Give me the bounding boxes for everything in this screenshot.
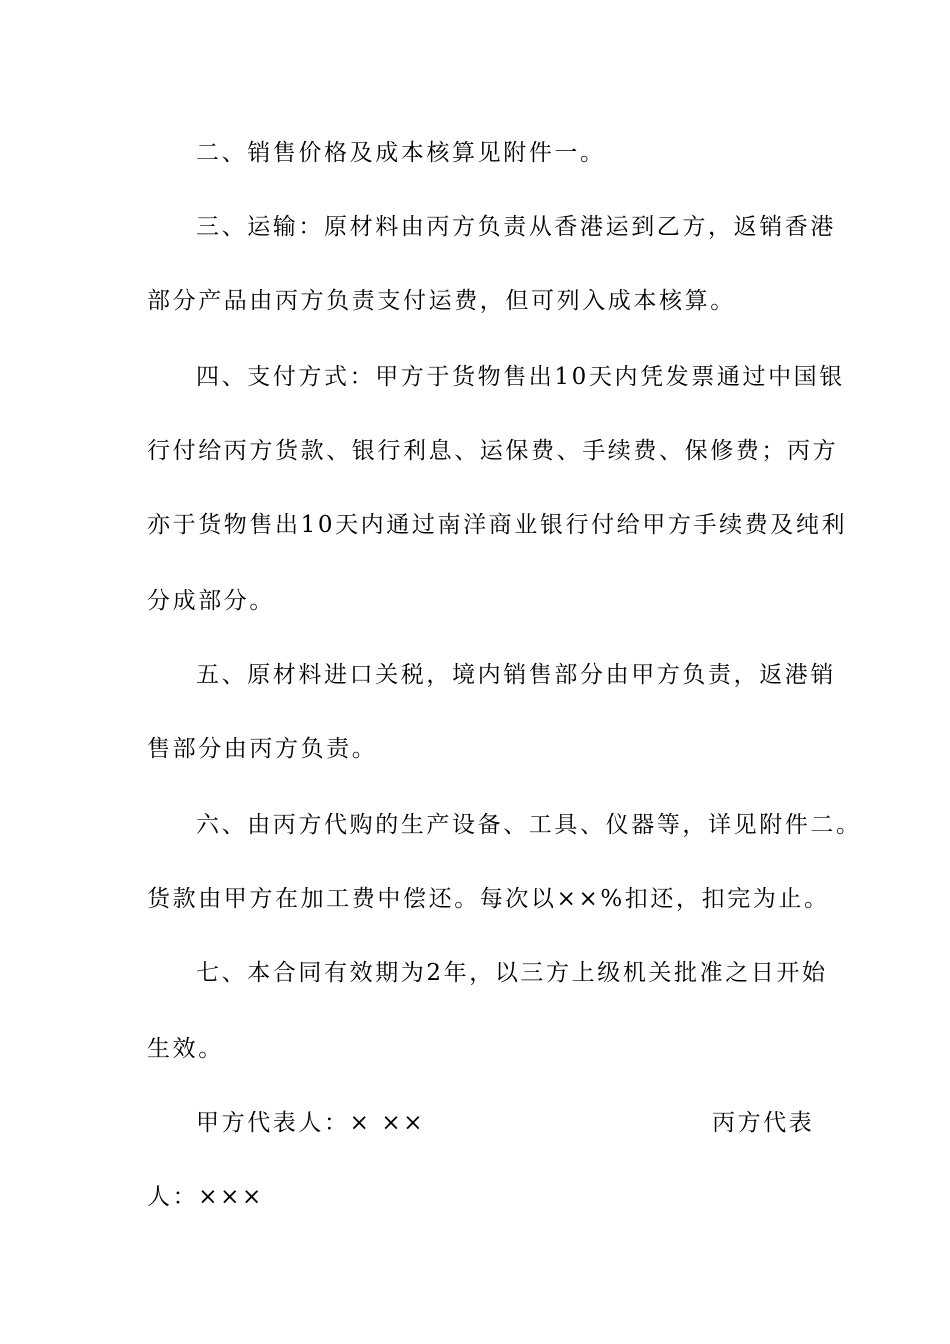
- clause-4-line-4: 分成部分。: [147, 588, 275, 614]
- party-a-signature-label: 甲方代表人：× ××: [196, 1110, 426, 1136]
- clause-4-line-3: 亦于货物售出10天内通过南洋商业银行付给甲方手续费及纯利: [147, 512, 848, 538]
- clause-6-line-1: 六、由丙方代购的生产设备、工具、仪器等，详见附件二。: [196, 812, 862, 838]
- clause-2: 二、销售价格及成本核算见附件一。: [196, 140, 606, 166]
- clause-3-line-2: 部分产品由丙方负责支付运费，但可列入成本核算。: [147, 288, 736, 314]
- clause-7-line-2: 生效。: [147, 1036, 224, 1062]
- party-c-signature-label-part-1: 丙方代表: [712, 1110, 815, 1136]
- clause-4-line-2: 行付给丙方货款、银行利息、运保费、手续费、保修费；丙方: [147, 438, 839, 464]
- clause-5-line-1: 五、原材料进口关税，境内销售部分由甲方负责，返港销: [196, 662, 836, 688]
- party-c-signature-label-part-2: 人：×××: [147, 1184, 264, 1210]
- clause-3-line-1: 三、运输：原材料由丙方负责从香港运到乙方，返销香港: [196, 214, 836, 240]
- clause-7-line-1: 七、本合同有效期为2年，以三方上级机关批准之日开始: [196, 960, 828, 986]
- clause-6-line-2: 货款由甲方在加工费中偿还。每次以××%扣还，扣完为止。: [147, 886, 830, 912]
- clause-4-line-1: 四、支付方式：甲方于货物售出10天内凭发票通过中国银: [196, 364, 845, 390]
- clause-5-line-2: 售部分由丙方负责。: [147, 736, 378, 762]
